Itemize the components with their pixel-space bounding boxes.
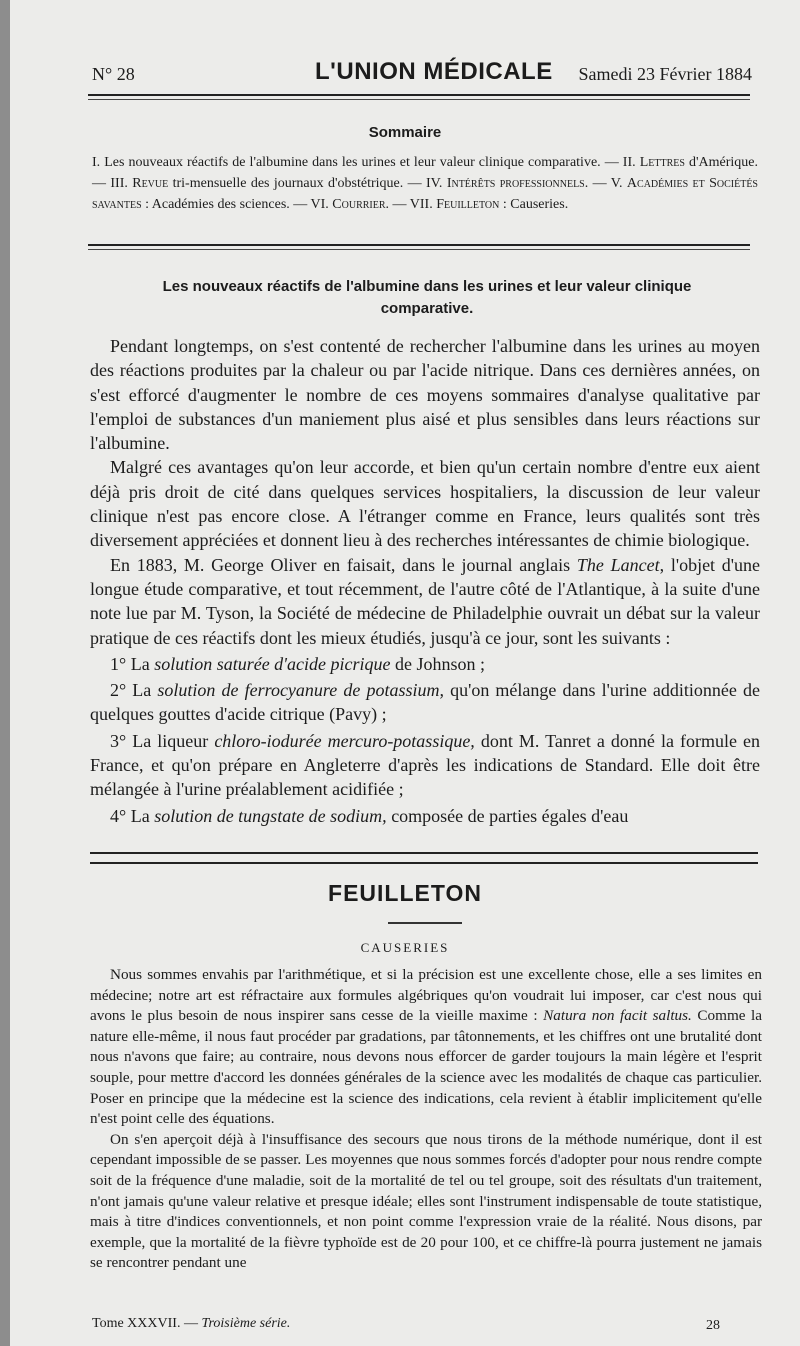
journal-title: L'UNION MÉDICALE	[315, 58, 553, 85]
item-text: composée de parties égales d'eau	[391, 805, 629, 826]
sommaire-item-5-label: Académies et Sociétés savantes	[92, 176, 758, 212]
sommaire-item-3: tri-mensuelle des journaux d'obstétrique. — IV.	[172, 176, 443, 191]
reagent-name: solution saturée d'acide picrique	[154, 653, 391, 674]
reagent-item-4	[90, 804, 760, 828]
item-text: qu'on mélange dans l'urine additionnée de quelques gouttes d'acide citrique (Pavy) ;	[90, 680, 761, 725]
sommaire-item-5: : Académies des sciences. — VI.	[145, 197, 329, 212]
paragraph-text: , l'objet d'une longue étude comparative, et tout récemment, de l'autre côté de l'Atlantique, à la suite d'une note lue par M. Tyson, la Société de médecine de Philadelphie ouvrait un débat sur la valeur pratique de ces réactifs dont les mieux étudiés, jusqu'à ce jour, sont les suivants :	[90, 554, 761, 648]
paragraph-text: Nous sommes envahis par l'arithmétique, et si la précision est une excellente chose, elle a ses limites en médecine; notre art est réfractaire aux formules algébriques qu'on voudrait lui imposer, car c'est nous qui avons le plus besoin de nous inspirer sans cesse de la vieille maxime :	[90, 966, 762, 1025]
sommaire-item-3-label: Revue	[132, 176, 169, 191]
reagent-name: solution de ferrocyanure de potassium,	[157, 680, 444, 701]
reagent-name: solution de tungstate de sodium,	[154, 805, 387, 826]
masthead	[90, 56, 752, 92]
item-text: de Johnson ;	[395, 653, 485, 674]
sommaire-item-6-label: Courrier	[332, 197, 386, 212]
article-body	[90, 334, 760, 828]
issue-number: N° 28	[92, 64, 135, 84]
item-number: 4° La	[110, 805, 150, 826]
footer-tome	[92, 1316, 290, 1332]
article-paragraph: Malgré ces avantages qu'on leur accorde, et bien qu'un certain nombre d'entre eux aient déjà pris droit de cité dans quelques services hospitaliers, la discussion de leur valeur clinique n'est pas encore close. A l'étranger comme en France, leurs qualités sont très diversement appréciées et donnent lieu à des recherches intéressantes de chimie biologique.	[90, 457, 760, 551]
sommaire-item-2-label: Lettres	[639, 155, 685, 170]
article-paragraph	[90, 553, 760, 650]
article-title	[82, 276, 772, 320]
feuilleton-body	[90, 965, 762, 1274]
paragraph-text: En 1883, M. George Oliver en faisait, dans le journal anglais	[110, 554, 571, 575]
item-number: 2° La	[110, 680, 152, 701]
reagent-name: chloro-iodurée mercuro-potassique,	[214, 730, 475, 751]
sommaire-contents	[92, 152, 758, 215]
item-number: 3° La liqueur	[110, 730, 209, 751]
item-number: 1° La	[110, 653, 150, 674]
feuilleton-title: FEUILLETON	[328, 880, 482, 906]
tome-label: Tome XXXVII. —	[92, 1316, 198, 1331]
feuilleton-divider	[388, 922, 462, 924]
article-title-line-2: comparative.	[380, 300, 474, 317]
masthead-rule	[88, 94, 750, 96]
feuilleton-paragraph	[90, 965, 762, 1130]
sommaire-item-4: . — V.	[584, 176, 623, 191]
reagent-item-2	[90, 678, 760, 727]
feuilleton-rule	[90, 852, 758, 864]
item-text: dont M. Tanret a donné la formule en France, et qu'on prépare en Angleterre d'après les indications de Standard. Elle doit être mélangée à l'urine préalablement acidifiée ;	[90, 730, 760, 800]
feuilleton-subtitle: CAUSERIES	[360, 940, 450, 955]
sommaire-rule	[88, 244, 750, 246]
serie-label: Troisième série.	[201, 1316, 291, 1331]
sommaire-item-2: d'Amérique. — III.	[92, 155, 759, 191]
sommaire-item-7: : Causeries.	[502, 197, 569, 212]
sommaire-item-4-label: Intérêts professionnels	[446, 176, 585, 191]
latin-maxim: Natura non facit saltus.	[543, 1007, 692, 1025]
sommaire-title: Sommaire	[368, 124, 442, 141]
feuilleton-paragraph: On s'en aperçoit déjà à l'insuffisance des secours que nous tirons de la méthode numérique, dont il est cependant impossible de se passer. Les moyennes que nous sommes forcés d'adopter pour nous rendre compte soit de la fréquence d'une maladie, soit de la mortalité de tel ou tel groupe, soit des résultats d'un traitement, n'ont jamais qu'une valeur relative et presque idéale; elles sont l'instrument indispensable de toute statistique, mais à titre d'indices conventionnels, et non point comme l'expression vraie de la réalité. Nous disons, par exemple, que la mortalité de la fièvre typhoïde est de 20 pour 100, et ce chiffre-là pourra justement ne jamais se rencontrer pendant une	[90, 1130, 762, 1272]
journal-page	[10, 0, 800, 1346]
issue-date: Samedi 23 Février 1884	[578, 64, 752, 84]
journal-name: The Lancet	[576, 554, 660, 575]
page-number: 28	[706, 1318, 720, 1333]
reagent-item-1	[90, 652, 760, 676]
paragraph-text: Comme la nature elle-même, il nous faut procéder par gradations, par tâtonnements, et les chiffres ont une brutalité dont nous n'avons que faire; au contraire, nous devons nous efforcer de garder toujours la main légère et l'esprit souple, pour mettre d'accord les données générales de la science avec les modalités de chaque cas particulier. Poser en principe que la médecine est la science des indications, cela revient à établir implicitement qu'elle n'est point celle des équations.	[90, 1007, 763, 1128]
article-title-line-1: Les nouveaux réactifs de l'albumine dans les urines et leur valeur clinique	[162, 278, 692, 295]
reagent-item-3	[90, 729, 760, 802]
sommaire-item-1: I. Les nouveaux réactifs de l'albumine dans les urines et leur valeur clinique comparative. — II.	[92, 155, 636, 170]
sommaire-item-7-label: Feuilleton	[436, 197, 500, 212]
sommaire-item-6: . — VII.	[385, 197, 433, 212]
article-paragraph: Pendant longtemps, on s'est contenté de rechercher l'albumine dans les urines au moyen des réactions produites par la chaleur ou par l'acide nitrique. Dans ces dernières années, on s'est efforcé d'augmenter le nombre de ces moyens sommaires d'analyse qualitative par l'emploi de substances d'un maniement plus aisé et plus sensibles dans leurs réactions sur l'albumine.	[90, 336, 760, 454]
